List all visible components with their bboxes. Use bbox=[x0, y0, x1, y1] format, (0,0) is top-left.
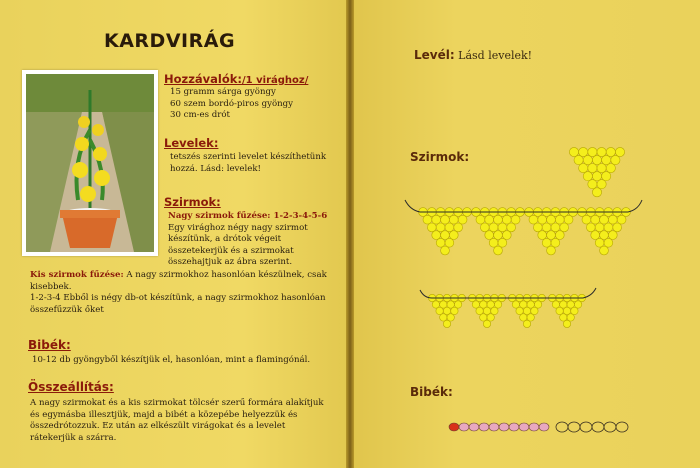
petals-diagram-label: Szirmok: bbox=[410, 150, 470, 164]
petal-bead bbox=[563, 320, 570, 327]
leaves-line: hozzá. Lásd: levelek! bbox=[170, 163, 261, 174]
petal-bead bbox=[531, 307, 538, 314]
ingredients-heading-label: Hozzávalók: bbox=[164, 72, 243, 86]
petal-bead bbox=[441, 231, 450, 240]
book-gutter bbox=[346, 0, 354, 468]
petal-bead bbox=[454, 223, 463, 232]
petal-bead bbox=[454, 301, 461, 308]
petal-bead bbox=[552, 301, 559, 308]
stamen-wire-loop bbox=[580, 422, 592, 432]
small-petals-line: összefűzzük őket bbox=[30, 304, 104, 315]
petals-heading: Szirmok: bbox=[164, 195, 221, 209]
petal-bead bbox=[445, 223, 454, 232]
petal-bead bbox=[574, 301, 581, 308]
leaves-heading: Levelek: bbox=[164, 136, 219, 150]
assembly-line: rátekerjük a szárra. bbox=[30, 432, 117, 443]
ingredients-heading bbox=[164, 72, 308, 86]
large-petals-line: összetekerjük és a szirmokat bbox=[168, 245, 294, 256]
petal-bead bbox=[588, 180, 597, 189]
petal-bead bbox=[595, 238, 604, 247]
small-petals-line: 1-2-3-4 Ebből is négy db-ot készítünk, a nagy szirmokhoz hasonlóan bbox=[30, 293, 326, 303]
petal-bead bbox=[520, 314, 527, 321]
ingredient-item: 30 cm-es drót bbox=[170, 110, 230, 120]
petal-bead bbox=[480, 301, 487, 308]
small-petals-line: kisebbek. bbox=[30, 281, 72, 292]
stamens-heading: Bibék: bbox=[28, 338, 71, 352]
petal-bead bbox=[555, 215, 564, 224]
petal-bead bbox=[520, 301, 527, 308]
petal-bead bbox=[592, 188, 601, 197]
petal-bead bbox=[586, 223, 595, 232]
petal-bead bbox=[604, 238, 613, 247]
petal-bead bbox=[583, 172, 592, 181]
petal-bead bbox=[547, 215, 556, 224]
stamen-wire-loop bbox=[604, 422, 616, 432]
petal-bead bbox=[582, 215, 591, 224]
petal-bead bbox=[569, 147, 578, 156]
petal-bead bbox=[476, 215, 485, 224]
petal-bead bbox=[529, 215, 538, 224]
stamen-bead bbox=[539, 423, 549, 431]
petal-bead bbox=[443, 307, 450, 314]
petal-bead bbox=[494, 231, 503, 240]
assembly-line: összedrótozzuk. Ez után az elkészült virágokat és a levelet bbox=[30, 421, 286, 431]
stamen-bead bbox=[469, 423, 479, 431]
petal-bead bbox=[592, 155, 601, 164]
petal-bead bbox=[441, 215, 450, 224]
petal-bead bbox=[483, 307, 490, 314]
petal-bead bbox=[480, 314, 487, 321]
petal-bead bbox=[483, 320, 490, 327]
leaf-reference-label: Levél: bbox=[414, 48, 455, 62]
petal-bead bbox=[449, 231, 458, 240]
petal-bead bbox=[600, 231, 609, 240]
petal-bead bbox=[485, 215, 494, 224]
petal-bead bbox=[613, 223, 622, 232]
small-petals-label: Kis szirmok fűzése: bbox=[30, 270, 124, 280]
petal-bead bbox=[487, 314, 494, 321]
large-petals-label: Nagy szirmok fűzése: bbox=[168, 211, 271, 221]
petal-bead bbox=[436, 307, 443, 314]
petal-bead bbox=[602, 172, 611, 181]
petal-bead bbox=[487, 301, 494, 308]
petal-bead bbox=[440, 301, 447, 308]
petal-bead bbox=[560, 223, 569, 232]
petal-bead bbox=[608, 231, 617, 240]
stamen-bead bbox=[519, 423, 529, 431]
petal-bead bbox=[498, 223, 507, 232]
ingredient-item: 15 gramm sárga gyöngy bbox=[170, 87, 276, 97]
petal-bead bbox=[523, 320, 530, 327]
petal-bead bbox=[516, 307, 523, 314]
petal-bead bbox=[583, 155, 592, 164]
petal-bead bbox=[432, 215, 441, 224]
petal-bead bbox=[436, 238, 445, 247]
stamen-diagram bbox=[440, 415, 640, 440]
large-petals-text bbox=[168, 211, 328, 269]
petal-bead bbox=[560, 301, 567, 308]
petal-bead bbox=[547, 246, 556, 255]
petal-bead bbox=[494, 246, 503, 255]
stamen-wire-loop bbox=[616, 422, 628, 432]
petal-bead bbox=[440, 314, 447, 321]
small-petals-text bbox=[30, 270, 330, 316]
petal-bead bbox=[523, 307, 530, 314]
petal-bead bbox=[615, 147, 624, 156]
petal-bead bbox=[507, 223, 516, 232]
petal-bead bbox=[502, 215, 511, 224]
petal-bead bbox=[556, 307, 563, 314]
petal-bead bbox=[427, 223, 436, 232]
petal-bead bbox=[611, 155, 620, 164]
ingredients-list bbox=[170, 87, 293, 122]
small-petals-inline: A nagy szirmokhoz hasonlóan készülnek, csak bbox=[123, 270, 327, 280]
ingredient-item: 60 szem bordó-piros gyöngy bbox=[170, 98, 294, 109]
leaf-reference-text: Lásd levelek! bbox=[454, 49, 533, 62]
petals-diagram bbox=[400, 140, 650, 340]
petal-bead bbox=[608, 215, 617, 224]
stamen-wire-loop bbox=[592, 422, 604, 432]
stamens-diagram-label: Bibék: bbox=[410, 385, 453, 399]
petal-bead bbox=[606, 147, 615, 156]
petal-bead bbox=[534, 301, 541, 308]
petal-bead bbox=[597, 180, 606, 189]
petal-bead bbox=[600, 246, 609, 255]
petal-bead bbox=[502, 231, 511, 240]
petal-bead bbox=[588, 147, 597, 156]
petal-bead bbox=[511, 215, 520, 224]
petal-bead bbox=[563, 307, 570, 314]
petal-bead bbox=[551, 238, 560, 247]
stamen-wire-loop bbox=[568, 422, 580, 432]
petal-bead bbox=[597, 164, 606, 173]
petal-bead bbox=[547, 231, 556, 240]
leaves-text bbox=[170, 152, 326, 175]
petal-bead bbox=[571, 307, 578, 314]
flower-photo bbox=[22, 70, 158, 256]
petal-bead bbox=[567, 301, 574, 308]
petal-bead bbox=[498, 238, 507, 247]
petal-bead bbox=[574, 155, 583, 164]
petal-bead bbox=[449, 215, 458, 224]
petal-bead bbox=[533, 223, 542, 232]
petal-bead bbox=[480, 223, 489, 232]
petal-bead bbox=[592, 172, 601, 181]
petal-bead bbox=[606, 164, 615, 173]
stamen-wire-loop bbox=[556, 422, 568, 432]
petal-bead bbox=[489, 223, 498, 232]
petal-bead bbox=[595, 223, 604, 232]
petal-bead bbox=[447, 314, 454, 321]
petal-bead bbox=[591, 231, 600, 240]
petal-bead bbox=[591, 215, 600, 224]
stamen-bead bbox=[479, 423, 489, 431]
petal-bead bbox=[494, 301, 501, 308]
stamen-bead bbox=[529, 423, 539, 431]
petal-bead bbox=[604, 223, 613, 232]
petal-bead bbox=[542, 223, 551, 232]
petal-bead bbox=[551, 223, 560, 232]
stamen-bead bbox=[499, 423, 509, 431]
petal-bead bbox=[489, 238, 498, 247]
petal-bead bbox=[527, 301, 534, 308]
petal-bead bbox=[512, 301, 519, 308]
petal-bead bbox=[602, 155, 611, 164]
leaves-line: tetszés szerinti levelet készíthetünk bbox=[170, 152, 327, 162]
assembly-heading: Összeállítás: bbox=[28, 380, 114, 394]
petal-bead bbox=[538, 231, 547, 240]
petal-bead bbox=[451, 307, 458, 314]
petal-bead bbox=[485, 231, 494, 240]
assembly-text bbox=[30, 398, 330, 444]
petal-bead bbox=[447, 301, 454, 308]
petal-bead bbox=[432, 301, 439, 308]
petal-bead bbox=[560, 314, 567, 321]
petal-bead bbox=[476, 307, 483, 314]
petal-bead bbox=[538, 215, 547, 224]
petal-bead bbox=[567, 314, 574, 321]
petal-bead bbox=[617, 215, 626, 224]
petal-bead bbox=[423, 215, 432, 224]
stamen-bead bbox=[459, 423, 469, 431]
large-petals-line: összehajtjuk az ábra szerint. bbox=[168, 257, 293, 267]
petal-bead bbox=[555, 231, 564, 240]
petal-bead bbox=[436, 223, 445, 232]
petal-bead bbox=[588, 164, 597, 173]
petal-bead bbox=[491, 307, 498, 314]
petal-bead bbox=[542, 238, 551, 247]
assembly-line: A nagy szirmokat és a kis szirmokat tölcsér szerű formára alakítjuk bbox=[30, 398, 324, 408]
large-petals-line: Egy virághoz négy nagy szirmot bbox=[168, 222, 308, 233]
petal-bead bbox=[472, 301, 479, 308]
petal-bead bbox=[527, 314, 534, 321]
stamen-bead bbox=[449, 423, 459, 431]
stamens-text: 10-12 db gyöngyből készítjük el, hasonlóan, mint a flamingónál. bbox=[32, 355, 311, 365]
petal-bead bbox=[432, 231, 441, 240]
petal-bead bbox=[494, 215, 503, 224]
assembly-line: és egymásba illesztjük, majd a bibét a közepébe helyezzük és bbox=[30, 409, 298, 420]
petal-bead bbox=[441, 246, 450, 255]
petal-bead bbox=[443, 320, 450, 327]
stamen-bead bbox=[509, 423, 519, 431]
stamen-bead bbox=[489, 423, 499, 431]
leaf-reference bbox=[414, 48, 532, 62]
petal-bead bbox=[600, 215, 609, 224]
petal-bead bbox=[445, 238, 454, 247]
large-petals-value: 1-2-3-4-5-6 bbox=[270, 211, 328, 221]
petal-bead bbox=[564, 215, 573, 224]
petal-bead bbox=[579, 164, 588, 173]
petal-bead bbox=[458, 215, 467, 224]
ingredients-heading-suffix: /1 virághoz/ bbox=[242, 75, 309, 86]
petal-bead bbox=[579, 147, 588, 156]
page-title: KARDVIRÁG bbox=[104, 30, 236, 52]
large-petals-line: készítünk, a drótok végeit bbox=[168, 234, 282, 244]
petal-bead bbox=[597, 147, 606, 156]
